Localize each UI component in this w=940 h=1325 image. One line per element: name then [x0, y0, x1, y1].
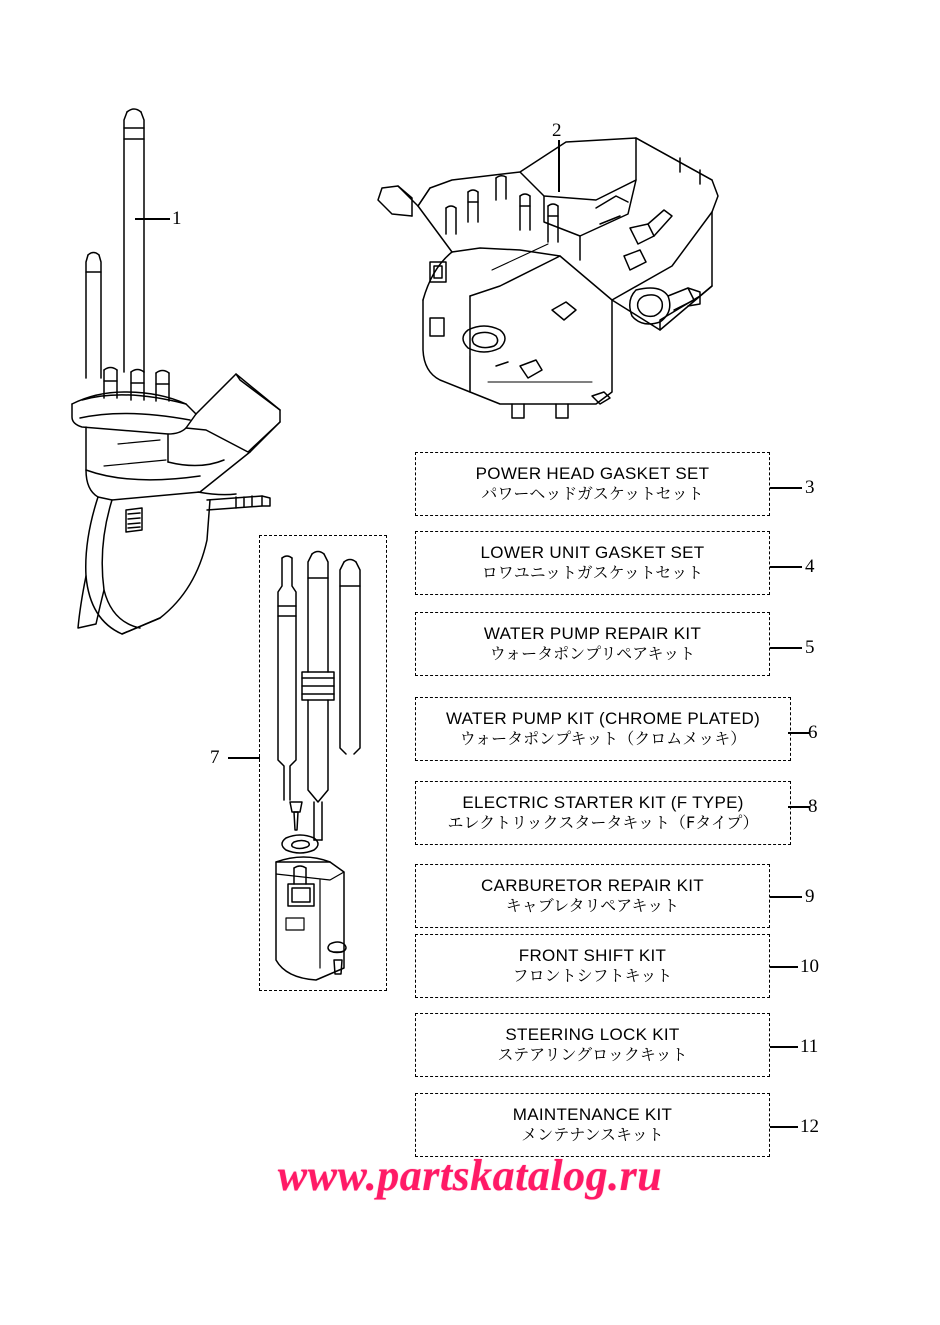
kit-box-power-head-gasket-set[interactable] — [415, 452, 770, 516]
kit-box-maintenance-kit[interactable] — [415, 1093, 770, 1157]
kit-label-jp: ウォータポンプキット（クロムメッキ） — [459, 729, 747, 749]
kit-box-water-pump-repair-kit[interactable] — [415, 612, 770, 676]
watermark: www.partskatalog.ru — [277, 1151, 663, 1200]
kit-box-front-shift-kit[interactable] — [415, 934, 770, 998]
kit-label-en: LOWER UNIT GASKET SET — [480, 542, 705, 562]
leader-12 — [770, 1126, 798, 1128]
callout-8: 8 — [808, 796, 818, 817]
callout-11: 11 — [800, 1036, 819, 1057]
leader-7 — [228, 757, 260, 759]
leader-9 — [770, 896, 802, 898]
leader-3 — [770, 487, 802, 489]
callout-7: 7 — [210, 747, 220, 768]
leader-2 — [558, 140, 560, 192]
part-7-group-box — [259, 535, 387, 991]
kit-label-jp: フロントシフトキット — [512, 966, 673, 986]
kit-box-electric-starter-kit-f-type[interactable] — [415, 781, 791, 845]
kit-label-jp: パワーヘッドガスケットセット — [481, 484, 704, 504]
power-head-illustration — [378, 138, 718, 418]
kit-label-en: ELECTRIC STARTER KIT (F TYPE) — [462, 792, 744, 812]
kit-box-steering-lock-kit[interactable] — [415, 1013, 770, 1077]
kit-label-en: STEERING LOCK KIT — [505, 1024, 680, 1044]
callout-5: 5 — [805, 637, 815, 658]
kit-label-jp: キャブレタリペアキット — [505, 896, 680, 916]
callout-9: 9 — [805, 886, 815, 907]
kit-label-jp: メンテナンスキット — [521, 1125, 664, 1145]
leader-10 — [770, 966, 798, 968]
kit-label-en: CARBURETOR REPAIR KIT — [481, 875, 704, 895]
callout-12: 12 — [800, 1116, 819, 1137]
leader-1 — [135, 218, 170, 220]
kit-label-en: WATER PUMP REPAIR KIT — [483, 623, 702, 643]
leader-4 — [770, 566, 802, 568]
lower-unit-illustration — [72, 109, 280, 634]
kit-label-jp: ウォータポンプリペアキット — [489, 644, 696, 664]
leader-5 — [770, 647, 802, 649]
kit-box-water-pump-kit-chrome-plated[interactable] — [415, 697, 791, 761]
kit-box-lower-unit-gasket-set[interactable] — [415, 531, 770, 595]
kit-label-jp: ロワユニットガスケットセット — [481, 563, 704, 583]
kit-label-en: MAINTENANCE KIT — [512, 1104, 673, 1124]
kit-label-jp: エレクトリックスタータキット（Fタイプ） — [447, 813, 759, 833]
kit-label-en: FRONT SHIFT KIT — [518, 945, 667, 965]
kit-label-en: POWER HEAD GASKET SET — [475, 463, 710, 483]
callout-3: 3 — [805, 477, 815, 498]
callout-1: 1 — [172, 208, 182, 229]
callout-10: 10 — [800, 956, 819, 977]
leader-8 — [788, 806, 810, 808]
callout-4: 4 — [805, 556, 815, 577]
callout-6: 6 — [808, 722, 818, 743]
kit-label-en: WATER PUMP KIT (CHROME PLATED) — [445, 708, 761, 728]
callout-2: 2 — [552, 120, 562, 141]
leader-11 — [770, 1046, 798, 1048]
kit-label-jp: ステアリングロックキット — [497, 1045, 688, 1065]
kit-box-carburetor-repair-kit[interactable] — [415, 864, 770, 928]
leader-6 — [788, 732, 810, 734]
